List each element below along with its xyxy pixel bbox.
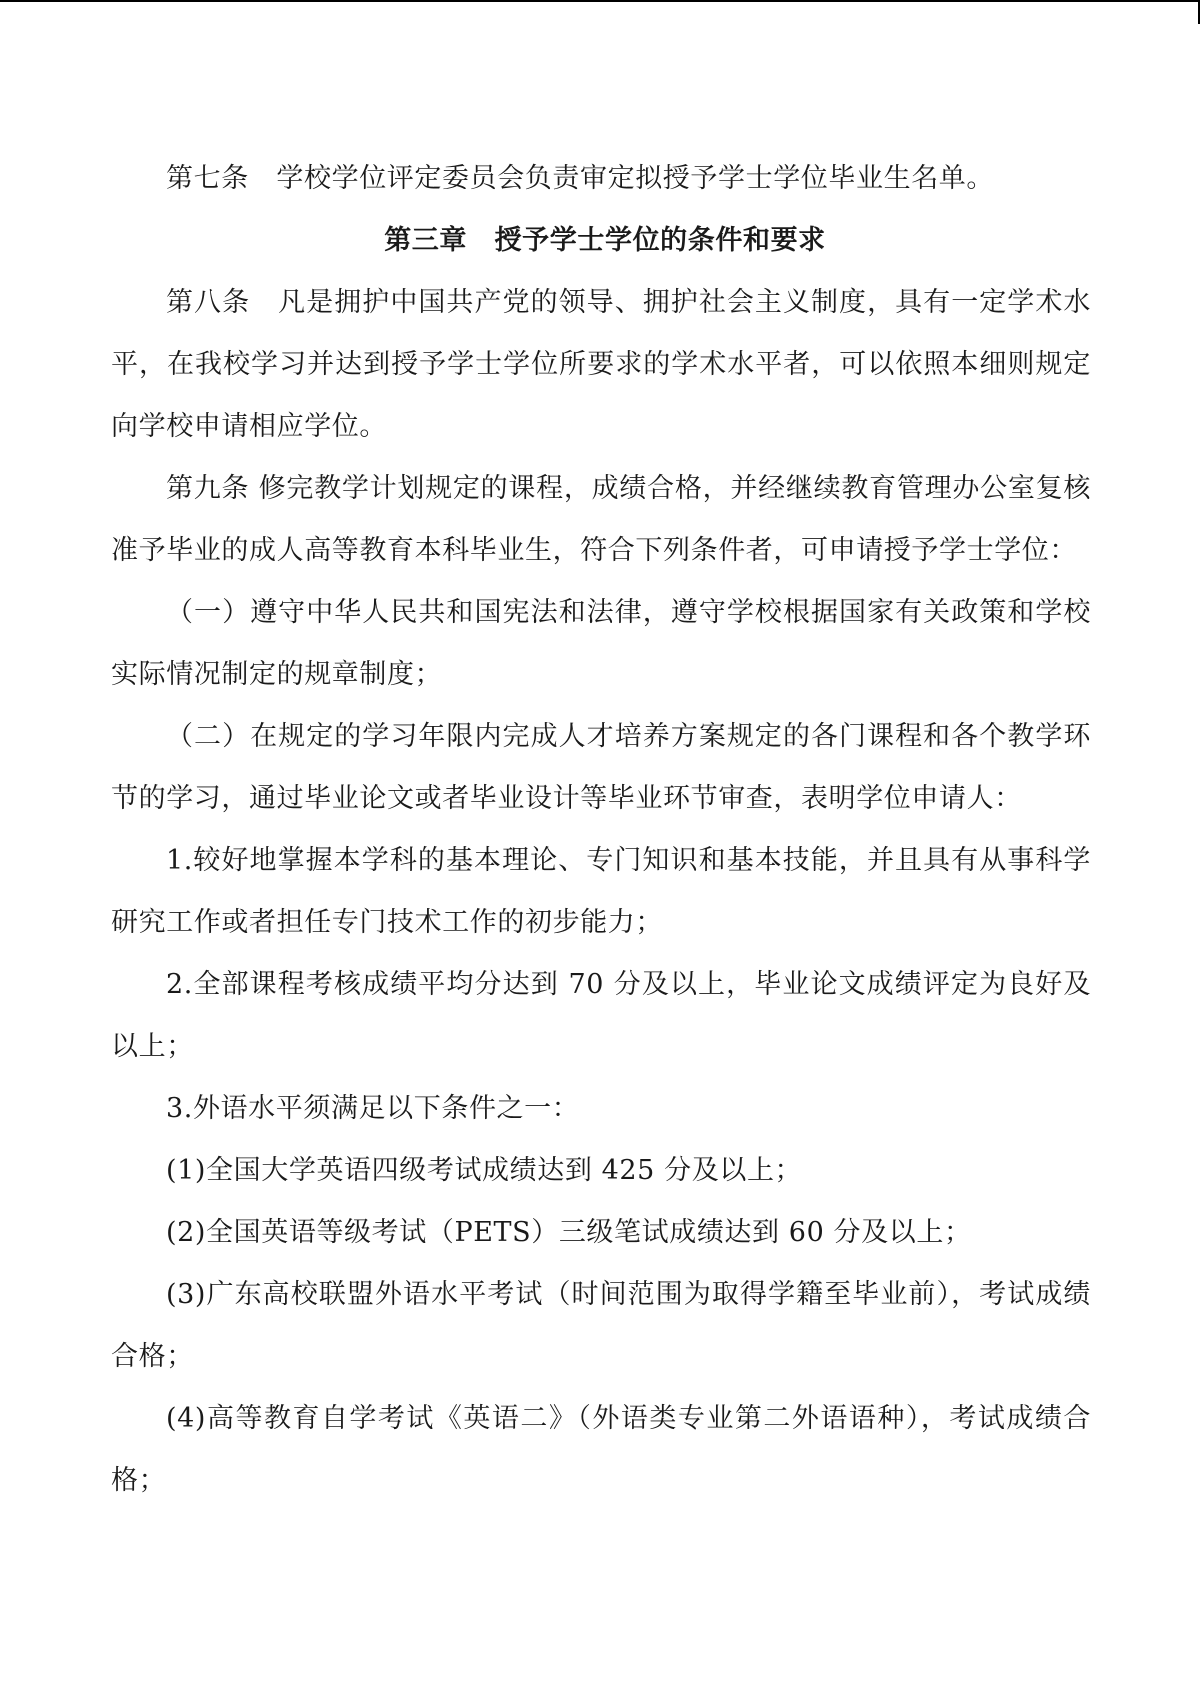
article-9-paragraph: 第九条 修完教学计划规定的课程，成绩合格，并经继续教育管理办公室复核准予毕业的成人高等教育本科毕业生，符合下列条件者，可申请授予学士学位： bbox=[111, 473, 1091, 566]
clause-1-paragraph: （一）遵守中华人民共和国宪法和法律，遵守学校根据国家有关政策和学校实际情况制定的规章制度； bbox=[111, 597, 1091, 690]
article-7-paragraph: 第七条 学校学位评定委员会负责审定拟授予学士学位毕业生名单。 bbox=[166, 163, 994, 194]
sub-item-3-paragraph: (3)广东高校联盟外语水平考试（时间范围为取得学籍至毕业前），考试成绩合格； bbox=[111, 1279, 1091, 1372]
item-1-paragraph: 1.较好地掌握本学科的基本理论、专门知识和基本技能，并且具有从事科学研究工作或者担任专门技术工作的初步能力； bbox=[111, 845, 1091, 938]
sub-item-4-paragraph: (4)高等教育自学考试《英语二》（外语类专业第二外语语种），考试成绩合格； bbox=[111, 1403, 1091, 1496]
article-8-paragraph: 第八条 凡是拥护中国共产党的领导、拥护社会主义制度，具有一定学术水平，在我校学习并达到授予学士学位所要求的学术水平者，可以依照本细则规定向学校申请相应学位。 bbox=[111, 287, 1091, 442]
sub-item-2-paragraph: (2)全国英语等级考试（PETS）三级笔试成绩达到 60 分及以上； bbox=[166, 1217, 972, 1248]
page-top-border bbox=[0, 0, 1200, 2]
clause-2-paragraph: （二）在规定的学习年限内完成人才培养方案规定的各门课程和各个教学环节的学习，通过毕业论文或者毕业设计等毕业环节审查，表明学位申请人： bbox=[111, 721, 1091, 814]
sub-item-1-paragraph: (1)全国大学英语四级考试成绩达到 425 分及以上； bbox=[166, 1155, 803, 1186]
item-3-paragraph: 3.外语水平须满足以下条件之一： bbox=[166, 1093, 580, 1124]
item-2-paragraph: 2.全部课程考核成绩平均分达到 70 分及以上，毕业论文成绩评定为良好及以上； bbox=[111, 969, 1091, 1062]
chapter-title: 第三章 授予学士学位的条件和要求 bbox=[384, 225, 826, 256]
document-body bbox=[111, 148, 1091, 1512]
